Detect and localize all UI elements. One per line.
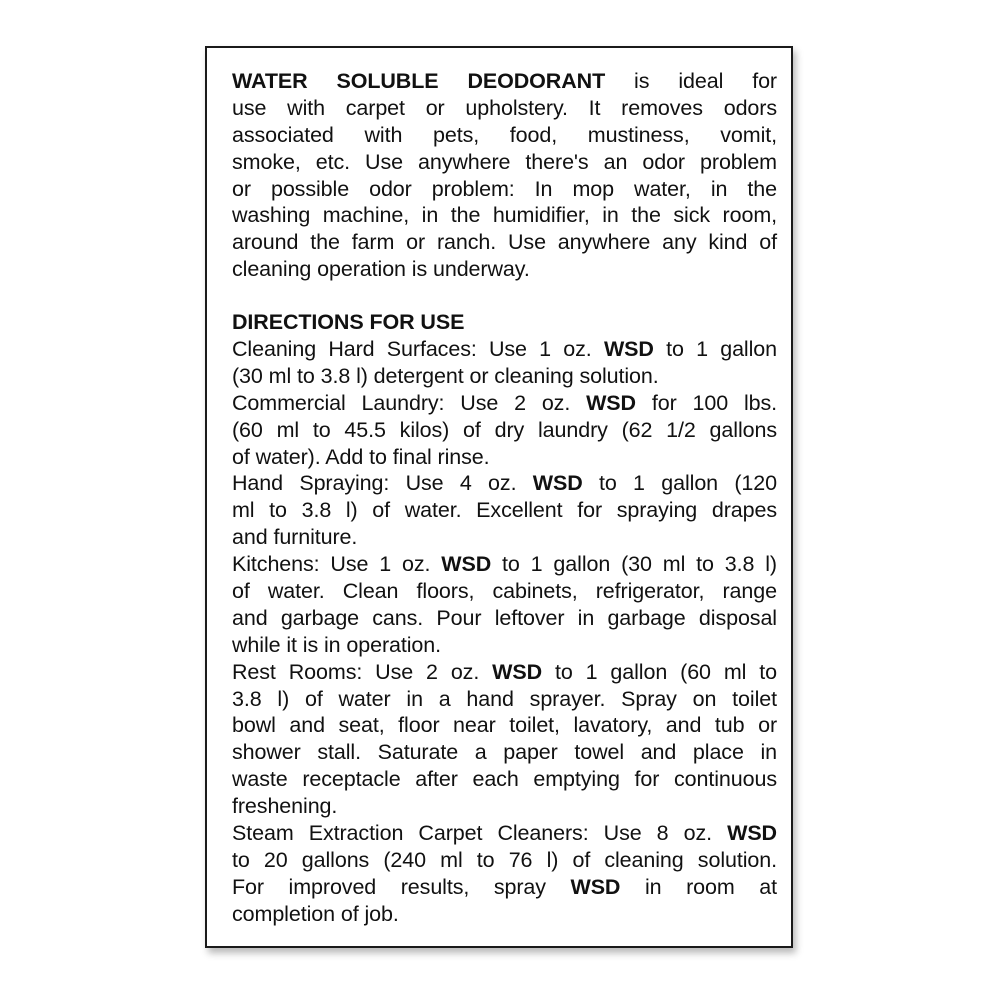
intro-line-1: WATER SOLUBLE DEODORANT is ideal for xyxy=(232,69,777,93)
product-name: WATER SOLUBLE DEODORANT xyxy=(232,69,606,93)
rest-rooms-line-2: 3.8 l) of water in a hand sprayer. Spray on toilet xyxy=(232,686,777,711)
wsd-abbrev: WSD xyxy=(441,552,492,577)
directions-heading: DIRECTIONS FOR USE xyxy=(232,310,465,335)
intro-line-4: smoke, etc. Use anywhere there's an odor problem xyxy=(232,149,777,174)
rest-rooms-line-6: freshening. xyxy=(232,794,338,819)
kitchens-line-4: while it is in operation. xyxy=(232,632,442,657)
intro-line-6: washing machine, in the humidifier, in the sick room, xyxy=(232,203,777,228)
wsd-abbrev: WSD xyxy=(492,659,543,684)
wsd-abbrev: WSD xyxy=(727,821,777,846)
intro-line-2: use with carpet or upholstery. It removes odors xyxy=(232,95,777,120)
section-spacer xyxy=(232,283,777,309)
steam-extraction-line-1: Steam Extraction Carpet Cleaners: Use 8 oz. WSD xyxy=(232,821,777,846)
steam-extraction-line-2: to 20 gallons (240 ml to 76 l) of cleaning solution. xyxy=(232,847,777,872)
kitchens-line-2: of water. Clean floors, cabinets, refrigerator, range xyxy=(232,579,777,604)
hand-spraying-line-1: Hand Spraying: Use 4 oz. WSD to 1 gallon (120 xyxy=(232,471,777,496)
laundry-line-1: Commercial Laundry: Use 2 oz. WSD for 100 lbs. xyxy=(232,390,778,415)
rest-rooms-line-5: waste receptacle after each emptying for continuous xyxy=(232,767,777,792)
wsd-abbrev: WSD xyxy=(570,874,621,899)
wsd-abbrev: WSD xyxy=(532,471,583,496)
steam-extraction-line-4: completion of job. xyxy=(232,901,399,926)
intro-line-3: associated with pets, food, mustiness, vomit, xyxy=(232,122,777,147)
rest-rooms-line-4: shower stall. Saturate a paper towel and place in xyxy=(232,740,777,765)
intro-line-7: around the farm or ranch. Use anywhere any kind of xyxy=(232,230,777,255)
hand-spraying-line-2: ml to 3.8 l) of water. Excellent for spraying drapes xyxy=(232,498,777,523)
laundry-line-2: (60 ml to 45.5 kilos) of dry laundry (62 1/2 gallons xyxy=(232,417,777,442)
wsd-abbrev: WSD xyxy=(603,337,654,362)
kitchens-line-3: and garbage cans. Pour leftover in garbage disposal xyxy=(232,605,777,630)
intro-line-8: cleaning operation is underway. xyxy=(232,257,530,282)
intro-line-5: or possible odor problem: In mop water, in the xyxy=(232,176,777,201)
hard-surfaces-line-2: (30 ml to 3.8 l) detergent or cleaning solution. xyxy=(232,363,659,388)
rest-rooms-line-3: bowl and seat, floor near toilet, lavatory, and tub or xyxy=(232,713,777,738)
kitchens-line-1: Kitchens: Use 1 oz. WSD to 1 gallon (30 ml to 3.8 l) xyxy=(232,552,777,577)
laundry-line-3: of water). Add to final rinse. xyxy=(232,444,490,469)
steam-extraction-line-3: For improved results, spray WSD in room at xyxy=(232,874,777,899)
rest-rooms-line-1: Rest Rooms: Use 2 oz. WSD to 1 gallon (60 ml to xyxy=(232,659,777,684)
wsd-abbrev: WSD xyxy=(586,390,636,415)
product-label xyxy=(205,46,793,948)
hard-surfaces-line-1: Cleaning Hard Surfaces: Use 1 oz. WSD to 1 gallon xyxy=(232,337,777,362)
label-text xyxy=(232,68,777,928)
hand-spraying-line-3: and furniture. xyxy=(232,525,358,550)
